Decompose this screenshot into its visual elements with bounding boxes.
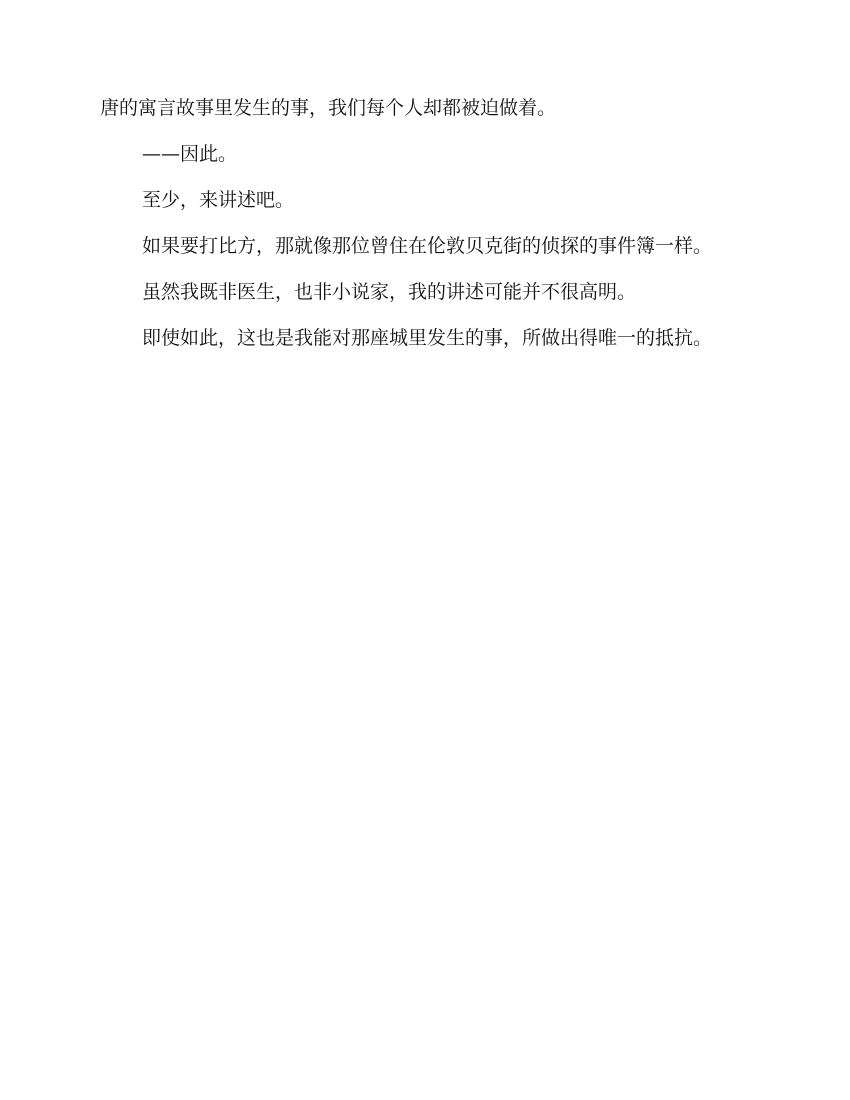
paragraph: 如果要打比方，那就像那位曾住在伦敦贝克街的侦探的事件簿一样。: [142, 235, 713, 257]
paragraph: 即使如此，这也是我能对那座城里发生的事，所做出得唯一的抵抗。: [142, 327, 713, 349]
paragraph: 虽然我既非医生，也非小说家，我的讲述可能并不很高明。: [142, 281, 637, 303]
paragraph: ——因此。: [142, 143, 238, 165]
document-page: [100, 96, 726, 372]
paragraph-continuation: 唐的寓言故事里发生的事，我们每个人却都被迫做着。: [100, 97, 557, 119]
paragraph: 至少，来讲述吧。: [142, 189, 295, 211]
